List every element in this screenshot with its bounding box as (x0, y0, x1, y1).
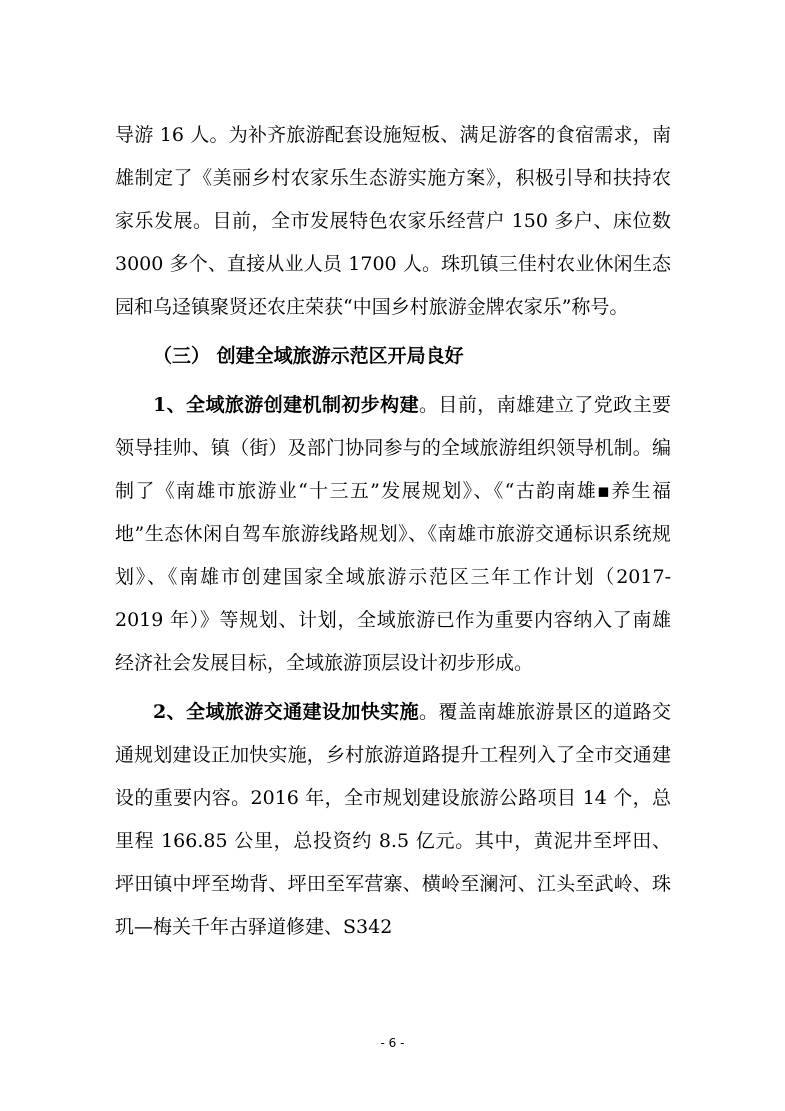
paragraph-3-lead: 2、全域旅游交通建设加快实施 (153, 701, 420, 723)
paragraph-3 (115, 691, 671, 949)
paragraph-2-body: 。目前，南雄建立了党政主要领导挂帅、镇（街）及部门协同参与的全域旅游组织领导机制。编制了《南雄市旅游业“十三五”发展规划》、《“古韵南雄▪养生福地”生态休闲自驾车旅游线路规划》、《南雄市旅游交通标识系统规划》、《南雄市创建国家全域旅游示范区三年工作计划（2017-2019 年）》等规划、计划，全域旅游已作为重要内容纳入了南雄经济社会发展目标，全域旅游顶层设计初步形成。 (115, 394, 671, 674)
paragraph-2-lead: 1、全域旅游创建机制初步构建 (153, 394, 420, 416)
paragraph-2 (115, 384, 671, 685)
page-number: - 6 - (380, 1036, 405, 1050)
paragraph-1: 导游 16 人。为补齐旅游配套设施短板、满足游客的食宿需求，南雄制定了《美丽乡村农家乐生态游实施方案》，积极引导和扶持农家乐发展。目前，全市发展特色农家乐经营户 150 多户、床位数 3000 多个、直接从业人员 1700 人。珠玑镇三佳村农业休闲生态园和乌迳镇聚贤还农庄荣获“中国乡村旅游金牌农家乐”称号。 (115, 124, 671, 318)
section-heading-3: （三） 创建全域旅游示范区开局良好 (153, 345, 464, 367)
document-body (115, 114, 671, 949)
paragraph-3-body: 。覆盖南雄旅游景区的道路交通规划建设正加快实施，乡村旅游道路提升工程列入了全市交通建设的重要内容。2016 年，全市规划建设旅游公路项目 14 个，总里程 166.85 公里，总投资约 8.5 亿元。其中，黄泥井至坪田、坪田镇中坪至坳背、坪田至军营寨、横岭至澜河、江头至武岭、珠玑—梅关千年古驿道修建、S342 (115, 701, 671, 938)
